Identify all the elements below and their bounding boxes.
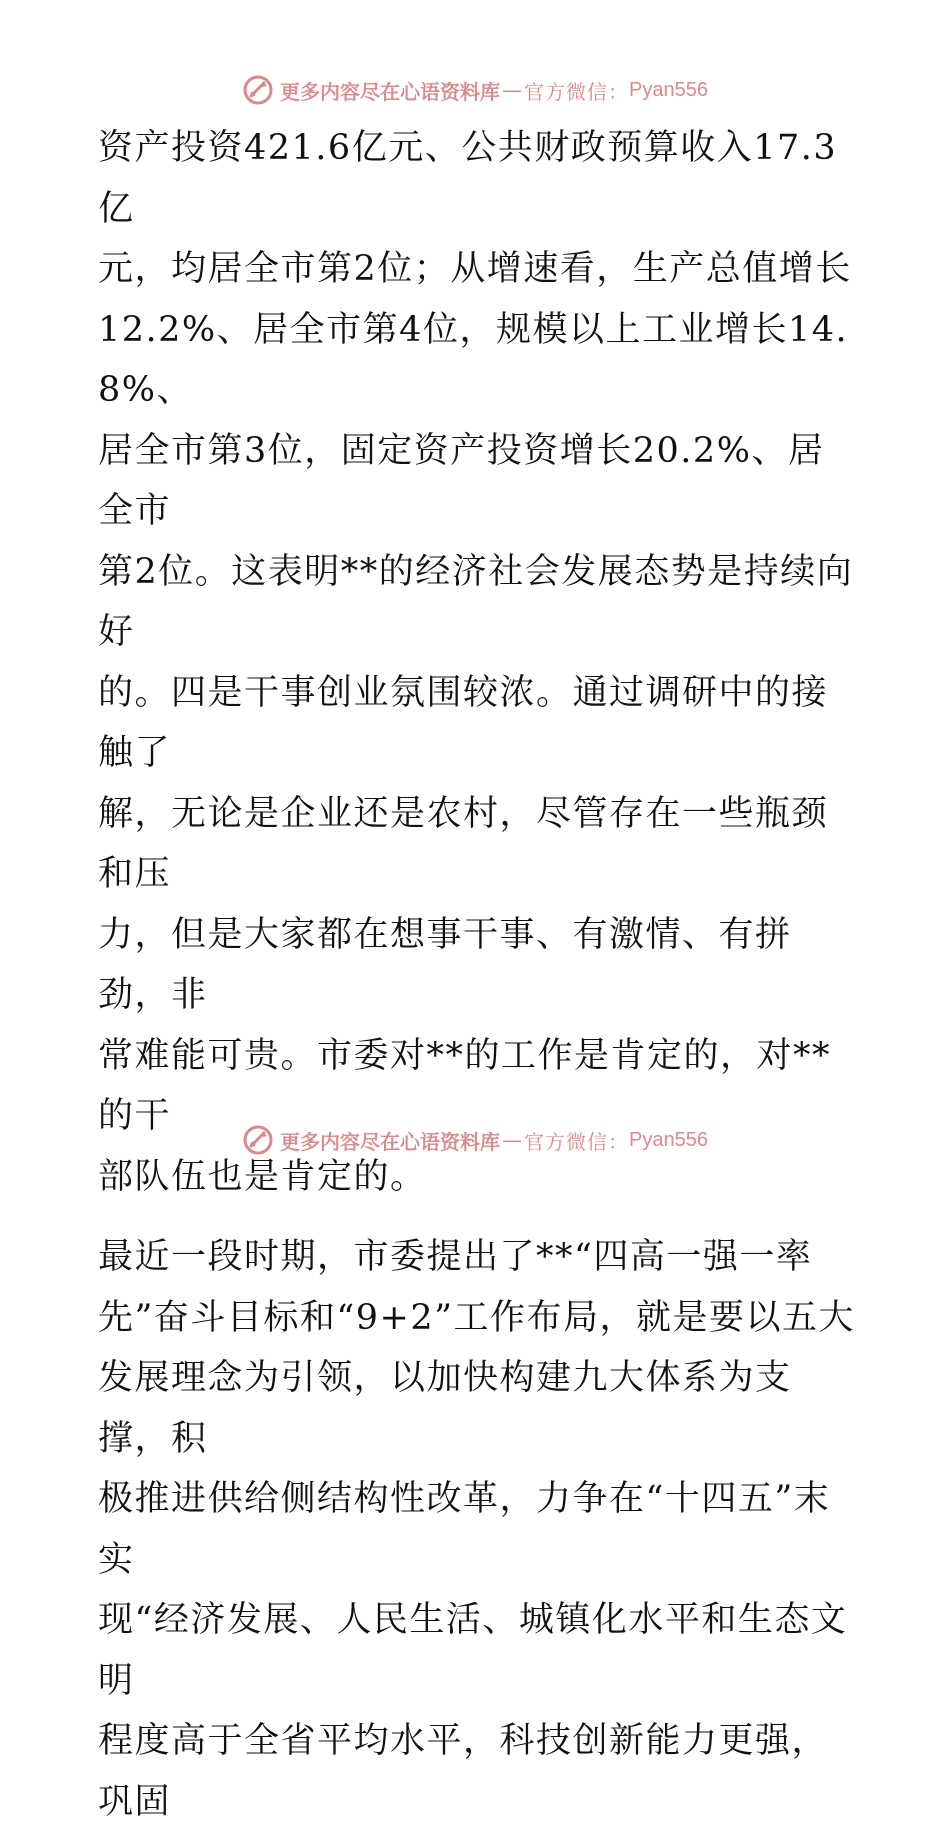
watermark-text: 更多内容尽在心语资料库 [280,1129,501,1154]
header-watermark [0,70,950,110]
text-line: 居全市第3位，固定资产投资增长20.2%、居全市 [98,430,825,531]
text-line: 极推进供给侧结构性改革，力争在“十四五”末实 [98,1479,831,1580]
text-line: 解，无论是企业还是农村，尽管存在一些瓶颈和压 [98,793,829,894]
paragraph-1 [98,118,858,1207]
text-line: 现“经济发展、人民生活、城镇化水平和生态文明 [98,1600,848,1701]
paragraph-2 [98,1227,858,1832]
watermark-account: Pyan556 [629,1128,708,1151]
text-line: 常难能可贵。市委对**的工作是肯定的，对**的干 [98,1035,832,1136]
watermark-logo-icon [242,74,274,106]
watermark-dash: — [502,78,523,102]
text-line: 第2位。这表明**的经济社会发展态势是持续向好 [98,551,854,652]
watermark-label: 官方微信： [524,1129,630,1154]
watermark-account: Pyan556 [629,78,708,101]
text-line: 元，均居全市第2位；从增速看，生产总值增长 [98,249,852,289]
footer-watermark [0,1120,950,1160]
watermark-logo-icon [242,1124,274,1156]
text-line: 12.2%、居全市第4位，规模以上工业增长14.8%、 [98,309,849,410]
text-line: 发展理念为引领，以加快构建九大体系为支撑，积 [98,1358,792,1459]
text-line: 最近一段时期，市委提出了**“四高一强一率 [98,1237,813,1277]
watermark-text: 更多内容尽在心语资料库 [280,79,501,104]
text-line: 力，但是大家都在想事干事、有激情、有拼劲，非 [98,914,792,1015]
text-line: 先”奋斗目标和“9+2”工作布局，就是要以五大 [98,1297,856,1338]
text-line: 的。四是干事创业氛围较浓。通过调研中的接触了 [98,672,829,773]
text-line: 程度高于全省平均水平，科技创新能力更强，巩固 [98,1721,829,1822]
text-line: 部队伍也是肯定的。 [98,1156,427,1197]
document-body [98,118,858,1832]
watermark-label: 官方微信： [524,79,630,104]
watermark-dash: — [502,1128,523,1152]
text-line: 资产投资421.6亿元、公共财政预算收入17.3亿 [98,128,838,229]
